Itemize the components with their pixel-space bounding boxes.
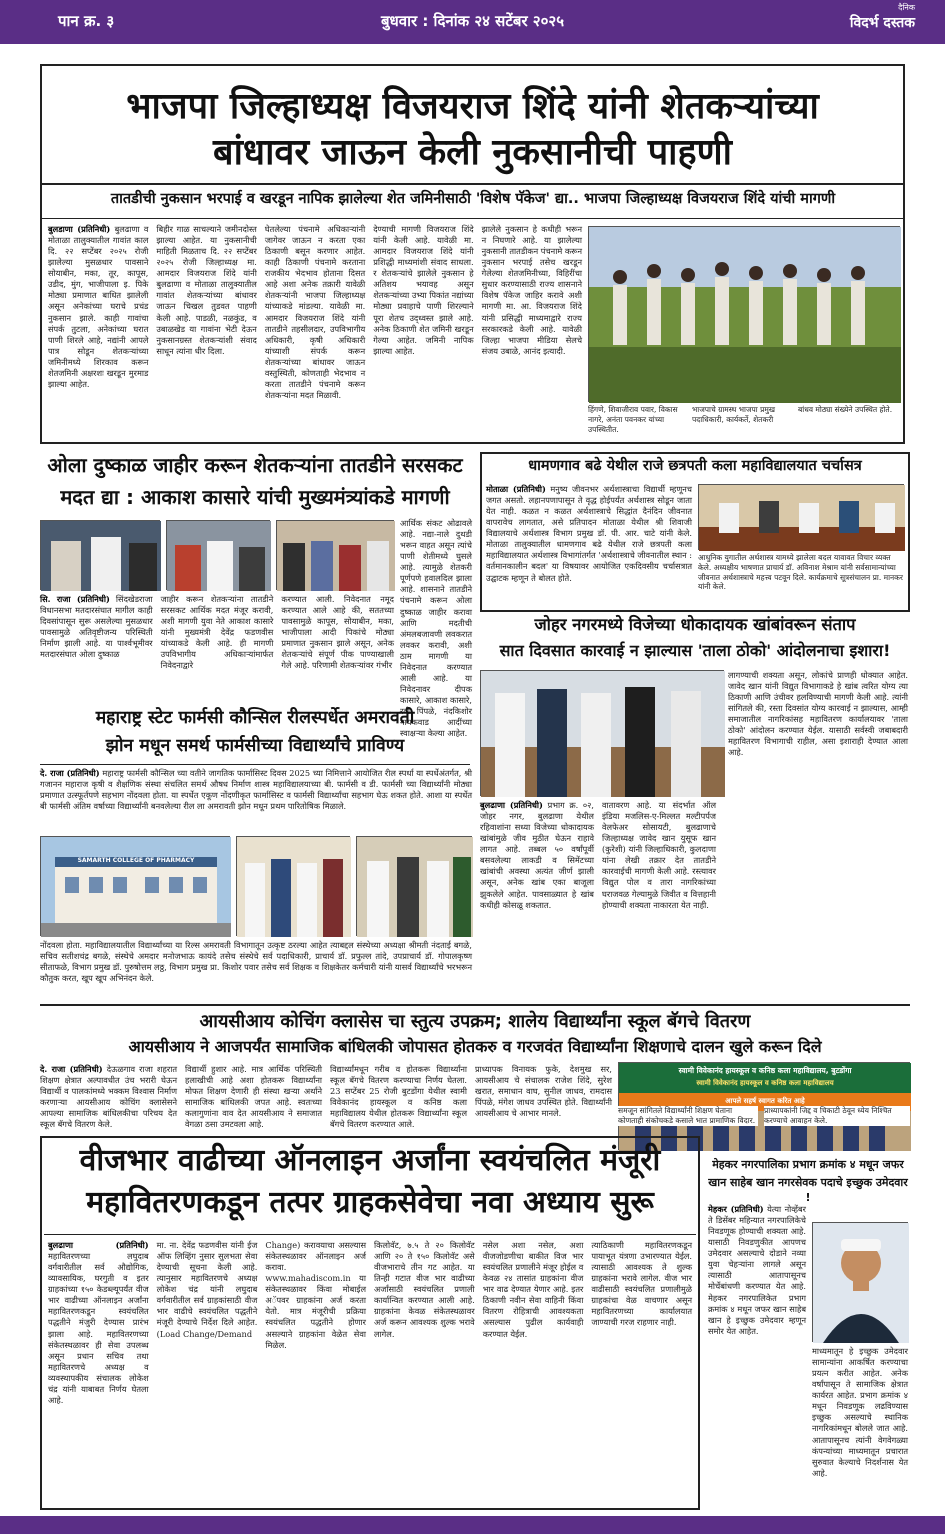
story1-column: घेतलेल्या पंचनामे अधिकाऱ्यांनी जागेवर जाऊन न करता एका ठिकाणी बसून करणार आहेत. काही ठिकाणी पंचनामे करताना राजकीय भेदभाव होताना दिसत आहे अशा अनेक तक्रारी यावेळी शेतकऱ्यांनी भाजपा जिल्हाध्यक्ष यांच्याकडे मांडल्या. यावेळी मा. आमदार विजयराज शिंदे यांनी तातडीने तहसीलदार, उपविभागीय अधिकारी, कृषी अधिकारी यांच्याशी संपर्क करून शेतकऱ्यांच्या बांधावर जाऊन वस्तुस्थिती, कोणताही भेदभाव न करता तातडीने पंचनामे करून शेतकऱ्यांना मदत मिळावी. bbox=[264, 224, 366, 400]
story1-field-photo bbox=[588, 226, 900, 402]
story7-column: किलोवॅट, ७.५ ते २० किलोवॅट आणि २० ते १५० किलोवॅट असे वीजभाराचे तीन गट आहेत. या तिन्ही गटात वीज भार वाढीच्या अर्जांसाठी स्वयंचलित प्रणाली कार्यान्वित करण्यात आली आहे. ग्राहकांना केवळ संकेतस्थळावर अर्ज करून आवश्यक शुल्क भरावे लागेल. bbox=[374, 1240, 475, 1339]
story3-body bbox=[486, 484, 692, 608]
story7-column: त्याठिकाणी महावितरणकडून पायाभूत यंत्रणा उभारण्यात येईल. त्यासाठी आवश्यक ते शुल्क ग्राहकांना भरावे लागेल. वीज भार वाढीसाठी स्वयंचलित प्रणालीमुळे ग्राहकांचा वेळ वाचणार असून महावितरणच्या कार्यालयात जाण्याची गरज राहणार नाही. bbox=[591, 1240, 693, 1328]
story2-headline-line2: मदत द्या : आकाश कासारे यांची मुख्यमंत्र्यांकडे मागणी bbox=[60, 485, 450, 509]
story2-body-right bbox=[400, 518, 472, 739]
story1-column: बिहीर गाळ साचल्याने जमीनदोस्त झाल्या आहेत. या नुकसानीची माहिती मिळताच दि. २२ सप्टेंबर २०२५ रोजी जिल्हाध्यक्ष मा. आमदार विजयराज शिंदे यांनी बुलढाणा व मोताळा तालुक्यातील गावांत शेतकऱ्यांच्या बांधावर जाऊन चिखल तुडवत पाहणी केली आहे. पाडळी, नळकुंड, व उबाळखेड या गावांना भेटी देऊन नुकसानग्रस्त शेतकऱ्यांशी संवाद साधून त्यांना धीर दिला. bbox=[156, 224, 257, 356]
story7-byline: बुलढाणा (प्रतिनिधी) bbox=[48, 1240, 149, 1250]
story3-caption: आधुनिक युगातील अर्थशास्त्र यामध्ये झालेला बदल यावावत विचार व्यक्त केले. अध्यक्षीय भाषणात प्राचार्य डॉ. अविनाश मेश्राम यांनी सर्वसामान्यांच्या जीवनात अर्थशास्त्राचे महत्त्व पटवून दिले. कार्यक्रमाचे सूत्रसंचालन प्रा. मानकर यांनी केले. bbox=[698, 553, 904, 592]
college-name-sign: SAMARTH COLLEGE OF PHARMACY bbox=[77, 857, 195, 864]
story8-body-right bbox=[812, 1346, 908, 1504]
story6-caption: समजून सांगितले विद्यार्थ्यांनी शिक्षण घेताना कोणताही संकोचकडे कसाले भात प्रामाणिक विदार. bbox=[618, 1106, 758, 1126]
divider bbox=[40, 183, 905, 185]
story4-headline-line2: सात दिवसात कारवाई न झाल्यास 'ताला ठोको' आंदोलनाचा इशारा! bbox=[499, 641, 891, 660]
story5-photo-students-2 bbox=[356, 836, 472, 936]
story8-headline-line2: खान साहेब खान नगरसेवक पदाचे इच्छुक उमेदवार ! bbox=[708, 1176, 908, 1204]
story6-column: प्राध्यापक विनायक फुके, देशमुख सर, आयसीआय चे संचालक राजेश शिंदे, सुरेश खरात, समाधान वाघ, सुनील जाधव, रामदास पिंपळे, मंगेश जाधव उपस्थित होते. विद्यार्थ्यांनी आयसीआय चे आभार मानले. bbox=[475, 1064, 612, 1119]
story3-column: मोताळा (प्रतिनिधी) मनुष्य जीवनभर अर्थशास्त्राचा विद्यार्थी म्हणूनच जगत असतो. लहानपणापासून ते वृद्ध होईपर्यंत अर्थशास्त्र सोडून जाता येत नाही. कळत न कळत अर्थशास्त्राचे सिद्धांत दैनंदिन जीवनात वापरावेच लागतात, असे प्रतिपादन मोताळा येथील श्री शिवाजी विद्यालयाचे अर्थशास्त्र विभाग प्रमुख डॉ. पी. आर. चाटे यांनी केले. मोताळा तालुक्यातील धामणगाव बढे येथील राजे छत्रपती कला महाविद्यालयात अर्थशास्त्र विभागांतर्गत 'अर्थशास्त्राचे जीवनातील स्थान : वर्तमानकालीन बदल' या विषयावर आयोजित एकदिवसीय चर्चासत्रात उद्घाटक म्हणून ते बोलत होते. bbox=[486, 484, 692, 583]
story1-headline-line1: भाजपा जिल्हाध्यक्ष विजयराज शिंदे यांनी शेतकऱ्यांच्या bbox=[126, 86, 819, 127]
story4-body-right bbox=[728, 670, 908, 940]
story4-photo-complaint bbox=[480, 670, 724, 796]
story1-caption: भाजपाचे ग्रामस्थ भाजपा प्रमुख पदाधिकारी, कार्यकर्ते, शेतकरी bbox=[692, 405, 775, 424]
story7-column: Change) करावयाचा असल्यास संकेतस्थळावर ऑनलाइन अर्ज करावा. www.mahadiscom.in या संकेतस्थळावर किंवा मोबाईल अॅपवर ग्राहकांना अर्ज करता येतो. मात्र मंजूरीची प्रक्रिया स्वयंचलित पद्धतीने होणार असल्याने ग्राहकांना वेळेत सेवा मिळेल. bbox=[265, 1240, 367, 1350]
story8-body bbox=[708, 1204, 806, 1504]
divider bbox=[40, 218, 905, 219]
story6-headline-line2: आयसीआय ने आजपर्यंत सामाजिक बांधिलकी जोपासत होतकरु व गरजवंत विद्यार्थ्यांना शिक्षणाचे दालन खुले करून दिले bbox=[128, 1037, 822, 1056]
story2-photo-officials bbox=[166, 520, 270, 590]
story6-body bbox=[40, 1064, 612, 1132]
story6-column: विद्यार्थ्यांमधून गरीब व होतकरू विद्यार्थ्यांना स्कूल बॅगचे वितरण करण्याचा निर्णय घेतला. 23 सप्टेंबर 25 रोजी बुटडोंगा येथील स्वामी विवेकानंद हायस्कूल व कनिष्ठ कला महाविद्यालय येथील होतकरू विद्यार्थ्यांना स्कूल बॅगचे वितरण करण्यात आले. bbox=[330, 1064, 467, 1130]
story1-body bbox=[48, 224, 582, 438]
story4-column: बुलढाणा (प्रतिनिधी) प्रभाग क्र. ०२, जोहर नगर, बुलढाणा येथील रहिवाशांना सध्या विजेच्या धोकादायक खांबांमुळे जीव मुठीत घेऊन राहावे लागत आहे. तब्बल ५० वर्षांपूर्वी बसवलेल्या लाकडी व सिमेंटच्या खांबांची अवस्था अत्यंत जीर्ण झाली असून, अनेक खांब एका बाजूला झुकलेले आहेत. पावसाळ्यात हे खांब कधीही कोसळू शकतात. bbox=[480, 800, 594, 910]
story6-column: विद्यार्थी हुशार आहे. मात्र आर्थिक परिस्थिती हलाखीची आहे अशा होतकरू विद्यार्थ्यांना मोफत शिक्षण देणारी ही संस्था खऱ्या अर्थाने सामाजिक बांधिलकी जपत आहे. स्वतःच्या कलागुणांना वाव देत आयसीआय ने समाजात वेगळा ठसा उमटवला आहे. bbox=[185, 1064, 322, 1130]
story6-column: दे. राजा (प्रतिनिधी) देऊळगाव राजा शहरात शिक्षण क्षेत्रात अल्पावधीत उंच भरारी घेऊन विद्यार्थी व पालकांमध्ये भक्कम विश्वास निर्माण करणाऱ्या आयसीआय कोचिंग क्लासेसने आपल्या सामाजिक बांधिलकीचा परिचय देत स्कूल बॅगचे वितरण केले. bbox=[40, 1064, 177, 1130]
story8-column: माध्यमातून हे इच्छुक उमेदवार सामान्यांना आकर्षित करण्याचा प्रयत्न करीत आहेत. अनेक वर्षांपासून ते सामाजिक क्षेत्रात कार्यरत आहेत. प्रभाग क्रमांक ४ मधून निवडणूक लढविण्यास इच्छुक असल्याचे स्थानिक नागरिकांमधून बोलले जात आहे. आतापासूनच त्यांनी वेगवेगळ्या कंपन्यांच्या माध्यमातून प्रचारात सुरुवात केल्याचे निदर्शनास येत आहे. bbox=[812, 1346, 908, 1478]
story8-byline: मेहकर (प्रतिनिधी) bbox=[708, 1204, 764, 1214]
story4-body bbox=[480, 800, 716, 940]
story1-column: बुलडाणा (प्रतिनिधी) बुलढाणा व मोताळा तालुक्यातील गावांत काल दि. २२ सप्टेंबर २०२५ रोजी झालेल्या मुसळधार पावसाने सोयाबीन, मका, तूर, कापूस, उडीद, मुंग, भाजीपाला इ. पिके मोठ्या प्रमाणात बाधित झालेली असून अनेकांच्या घराचे प्रचंड नुकसान झाले. काही गावांचा संपर्क तुटला, अनेकांच्या घरात पाणी शिरले आहे, नद्यांनी आपले पात्र सोडून शेतकऱ्यांच्या जमिनीमध्ये शिरकाव करून शेतजमिनी अक्षरशः खरडून मुरमाड झाल्या आहेत. bbox=[48, 224, 149, 389]
story1-subhead: तातडीची नुकसान भरपाई व खरडून नापिक झालेल्या शेत जमिनीसाठी 'विशेष पॅकेज' द्या.. भाजपा जिल्हाध्यक्ष विजयराज शिंदे यांची मागणी bbox=[110, 191, 836, 207]
story7-column: मा. ना. देवेंद्र फडणवीस यांनी ईज ऑफ लिव्हिंग नुसार सुलभता सेवा देण्याची सूचना केली आहे. त्यानुसार महावितरणचे अध्यक्ष लोकेश चंद्र यांनी लघुदाब वर्गवारीतील सर्व ग्राहकांसाठी वीज भार वाढीचे स्वयंचलित पद्धतीने मंजूरी देण्याचे निर्देश दिले आहेत. (Load Change/Demand bbox=[156, 1240, 258, 1339]
issue-date: बुधवार : दिनांक २४ सटेंबर २०२५ bbox=[380, 12, 565, 30]
masthead-bar bbox=[0, 0, 945, 44]
story4-headline-line1: जोहर नगरमध्ये विजेच्या धोकादायक खांबांवरून संताप bbox=[534, 615, 856, 634]
story1-column: झालेले नुकसान हे कधीही भरून न निघणारे आहे. या झालेल्या नुकसानी तातडीकन पंचनामे करून नुकसान भरपाई तसेच खरडून गेलेल्या शेतजमिनीच्या, विहिरींचा सुधार करण्यासाठी राज्य शासनाने विशेष पॅकेज जाहिर करावे अशी मागणी मा. आ. विजयराज शिंदे यांनी प्रसिद्धी माध्यमाद्वारे राज्य सरकारकडे केली आहे. यावेळी जिल्हा भाजपा मीडिया सेलचे संजय उबाळे, आनंद इत्यादी. bbox=[481, 224, 583, 356]
school-banner-title: स्वामी विवेकानंद हायस्कूल व कनिष्ठ कला महाविद्यालय, बुटडोंगा bbox=[678, 1066, 852, 1075]
page-number: पान क्र. ३ bbox=[58, 12, 115, 30]
story5-photo-students-1 bbox=[236, 836, 350, 936]
story2-byline: सि. राजा (प्रतिनिधी) bbox=[40, 594, 110, 604]
story5-photo-college bbox=[40, 836, 230, 936]
story7-body bbox=[48, 1240, 692, 1504]
story3-photo-seminar bbox=[698, 484, 904, 550]
school-banner-welcome: आपले सहर्ष स्वागत करित आहे bbox=[725, 1097, 805, 1105]
story5-headline-line1: महाराष्ट्र स्टेट फार्मसी कौन्सिल रीलस्पर्धेत अमरावती bbox=[95, 708, 415, 728]
story1-caption: बांधव मोठ्या संख्येने उपस्थित होते. bbox=[798, 405, 893, 414]
story4-column: लागण्याची शक्यता असून, लोकांचे प्राणही धोक्यात आहेत. जावेद खान यांनी विद्युत विभागाकडे हे खांब त्वरित योग्य त्या ठिकाणी आणि उंचीवर हलविण्याची मागणी केली आहे. त्यांनी सांगितले की, रस्ता दिवसांत योग्य कारवाई न झाल्यास, आम्ही समाजातील नागरिकांसह महावितरण कार्यालयावर 'ताला ठोको' आंदोलन करण्यात येईल. यासाठी सर्वस्वी जबाबदारी महावितरण विभागाची राहील, असा इशाराही देण्यात आला आहे. bbox=[728, 670, 908, 758]
story8-headline-line1: मेहकर नगरपालिका प्रभाग क्रमांक ४ मधून जफर bbox=[712, 1158, 904, 1171]
story3-headline: धामणगाव बढे येथील राजे छत्रपती कला महाविद्यालयात चर्चासत्र bbox=[528, 458, 862, 474]
story4-column: वातावरण आहे. या संदर्भात ऑल इंडिया मजलिस-ए-मिल्लत मल्टीपर्पज वेलफेअर सोसायटी, बुलढाणाचे जिल्हाध्यक्ष जावेद खान युसूफ खान (कुरेशी) यांनी जिल्हाधिकारी, कुलदाणा यांना लेखी तक्रार देत तातडीने कारवाईची मागणी केली आहे. रस्त्यावर विद्युत पोल व तारा नागरिकांच्या घराजवळ गेल्यामुळे जिवीत व वित्तहानी होण्याची शक्यता नाकारता येत नाही. bbox=[602, 800, 716, 910]
story5-lead bbox=[40, 768, 472, 832]
story2-column: सि. राजा (प्रतिनिधी) सिंदखेडराजा विधानसभा मतदारसंघात मागील काही दिवसांपासून सुरू असलेल्या मुसळधार पावसामुळे अतिवृष्टीजन्य परिस्थिती निर्माण झाली आहे. या पार्श्वभूमीवर मतदारसंघात ओला दुष्काळ bbox=[40, 594, 153, 660]
divider bbox=[40, 764, 470, 765]
story7-headline-line1: वीजभार वाढीच्या ऑनलाइन अर्जांना स्वयंचलित मंजूरी bbox=[79, 1143, 661, 1178]
story1-caption: हिंगणे, शिवाजीराव पवार, विकास नागरे, अनंता पवनकर यांच्या उपस्थितीत. bbox=[588, 405, 678, 434]
story5-byline: दे. राजा (प्रतिनिधी) bbox=[40, 768, 100, 778]
story5-body bbox=[40, 940, 472, 1000]
story5-headline-line2: झोन मधून समर्थ फार्मसीच्या विद्यार्थ्यांचे प्राविण्य bbox=[105, 736, 405, 756]
story2-headline-line1: ओला दुष्काळ जाहीर करून शेतकऱ्यांना तातडीने सरसकट bbox=[47, 453, 463, 477]
story6-byline: दे. राजा (प्रतिनिधी) bbox=[40, 1064, 103, 1074]
story3-byline: मोताळा (प्रतिनिधी) bbox=[486, 484, 546, 494]
divider bbox=[40, 1004, 910, 1006]
story4-byline: बुलढाणा (प्रतिनिधी) bbox=[480, 800, 543, 810]
story2-photo-group bbox=[276, 520, 394, 590]
story7-headline-line2: महावितरणकडून तत्पर ग्राहकसेवेचा नवा अध्याय सुरू bbox=[86, 1185, 654, 1220]
story6-headline-line1: आयसीआय कोचिंग क्लासेस चा स्तुत्य उपक्रम; शालेय विद्यार्थ्यांना स्कूल बॅगचे वितरण bbox=[199, 1011, 751, 1032]
story1-byline: बुलडाणा (प्रतिनिधी) bbox=[48, 224, 111, 234]
story6-caption: प्राध्यापकांनी जिद्द व चिकाटी ठेवून ध्येय निश्चित करण्याचे आवाहन केले. bbox=[764, 1106, 910, 1126]
story7-column: नसेल अशा नसेल, अशा वीजजोडणीचा बाकीत विज भार स्वयंचलित प्रणालीने मंजूर होईल व केवळ २४ तासांत ग्राहकांना वीज भार वाढ देण्यात येणार आहे. इतर ठिकाणी नवीन सेवा वाहिनी किंवा वितरण रोहित्राची आवश्यकता असल्यास पुढील कार्यवाही करण्यात येईल. bbox=[482, 1240, 584, 1339]
story7-column: बुलढाणा (प्रतिनिधी) महावितरणच्या लघुदाब वर्गवारीतील सर्व औद्योगिक, व्यावसायिक, घरगुती व इतर ग्राहकांच्या १५० केडब्ल्यूपर्यंत वीज भार वाढीच्या ऑनलाइन अर्जांना महावितरणकडून स्वयंचलित पद्धतीने मंजुरी देण्यास प्रारंभ झाला आहे. महावितरणच्या संकेतस्थळावर ही सेवा उपलब्ध असून प्रधान सचिव तथा महावितरणचे अध्यक्ष व व्यवस्थापकीय संचालक लोकेश चंद्र यांनी याबाबत निर्णय घेतला आहे. bbox=[48, 1240, 149, 1405]
story2-column: आर्थिक संकट ओढावले आहे. नद्या-नाले दुथडी भरून वाहत असून त्यांचे पाणी शेतीमध्ये घुसले आहे. त्यामुळे शेतकरी पूर्णपणे हवालदिल झाला आहे. शासनाने तातडीने पंचनामे करून ओला दुष्काळ जाहीर करावा आणि मदतीची अंमलबजावणी लवकरात लवकर करावी, अशी ठाम मागणी या निवेदनात करण्यात आली आहे. या निवेदनावर दीपक कासारे, आकाश कासारे, रवी पिंपळे, नंदकिशोर गायकवाड आदींच्या स्वाक्षऱ्या केल्या आहेत. bbox=[400, 518, 472, 739]
story8-candidate-portrait bbox=[812, 1222, 908, 1342]
story1-column: देण्याची मागणी विजयराज शिंदे यांनी केली आहे. यावेळी मा. आमदार विजयराज शिंदे यांनी प्रशिद्धी माध्यमांशी संवाद साधला. र शेतकऱ्यांचे झालेले नुकसान हे अतिशय भयावह असून शेतकऱ्यांच्या उभ्या पिकांत नद्यांच्या मोठ्या प्रवाहाचे पाणी शिरल्याने पूरा शेतच उद्ध्वस्त झाले आहे. अनेक ठिकाणी शेत जमिनी खरडून गेल्या आहेत. जमिनी नापिक झाल्या आहेत. bbox=[373, 224, 474, 356]
story2-photo-memorandum bbox=[40, 520, 160, 590]
story5-column: नोंदवला होता. महाविद्यालयातील विद्यार्थ्यांच्या या रिल्स अमरावती विभागातून उत्कृष्ट ठरल्या आहेत त्याबद्दल संस्थेच्या अध्यक्षा श्रीमती नंदताई बगळे, सचिव सतीशचंद्र बगळे, संस्थेचे अमदार मनोजभाऊ कायंदे तसेच संस्थेचे सर्व पदाधिकारी, प्राचार्य डॉ. प्रफुल्ल तांदे, उपप्राचार्य डॉ. गोपालकृष्ण सीताफळे, विभाग प्रमुख डॉ. पुरुषोत्तम लठ्ठ, विभाग प्रमुख प्रा. किशोर पवार तसेच सर्व शिक्षक व शिक्षकेतर कर्मचारी यांनी यासर्व विद्यार्थ्यांचे भरभरून कौतुक करत, खूप खूप अभिनंदन केले. bbox=[40, 940, 472, 984]
story1-headline-line2: बांधावर जाऊन केली नुकसानीची पाहणी bbox=[213, 132, 732, 173]
story5-column: दे. राजा (प्रतिनिधी) महाराष्ट्र फार्मसी कौन्सिल च्या वतीने जागतिक फार्मासिस्ट दिवस 2025 च्या निमित्ताने आयोजित रील स्पर्धा या स्पर्धेअंतर्गत, श्री गजानन महाराज कृषी व शैक्षणिक संस्था संचलित समर्थ औषध निर्माण शास्त्र महाविद्यालयाच्या बी. फार्मसी व डी. फार्मसी च्या विद्यार्थ्यांनी मोठ्या प्रमाणात उत्स्फूर्तपणे सहभाग नोंदवला होता. या स्पर्धेत एकूण नोंदणीकृत फार्मासिस्ट व फार्मसी विद्यार्थ्यांचा सहभाग घेऊ शकत होते. आशा या स्पर्धेत बी फार्मसी अंतिम वर्षाच्या विद्यार्थ्यांनी बनवलेल्या रील ला अमरावती झोन मधून प्रथम पारितोषिक मिळाले. bbox=[40, 768, 472, 812]
divider bbox=[44, 1234, 696, 1235]
story2-column: जाहीर करून शेतकऱ्यांना तातडीने सरसकट आर्थिक मदत मंजूर करावी, अशी मागणी युवा नेते आकाश कासारे यांनी मुख्यमंत्री देवेंद्र फडणवीस यांच्याकडे केली आहे. ही मागणी उपविभागीय अधिकाऱ्यांमार्फत निवेदनाद्वारे bbox=[160, 594, 274, 671]
school-banner-name: स्वामी विवेकानंद हायस्कूल व कनिष्ठ कला महाविद्यालय bbox=[696, 1079, 834, 1087]
story2-body bbox=[40, 594, 394, 698]
footer-bar bbox=[0, 1516, 945, 1534]
newspaper-logo: दैनिक विदर्भ दस्तक bbox=[849, 3, 915, 31]
story2-column: करण्यात आली. निवेदनात नमूद करण्यात आले आहे की, सततच्या पावसामुळे कापूस, सोयाबीन, मका, भाजीपाला आदी पिकांचे मोठ्या प्रमाणात नुकसान झाले असून, अनेक शेतकऱ्यांचे संपूर्ण पीक पाण्याखाली गेले आहे. परिणामी शेतकऱ्यांवर गंभीर bbox=[281, 594, 395, 671]
story8-column: मेहकर (प्रतिनिधी) येत्या नोव्हेंबर ते डिसेंबर महिन्यात नगरपालिकेचे निवडणूक होण्याची शक्यता आहे. यासाठी निवडणुकीत आपणच उमेदवार असल्याचे दोडाने नव्या युवा चेहऱ्यांना लागले असून त्यासाठी आतापासूनच मोर्चेबांधणी करण्यात येत आहे. मेहकर नगरपालिकेत प्रभाग क्रमांक ४ मधून जफर खान साहेब खान हे इच्छुक उमेदवार म्हणून समोर येत आहेत. bbox=[708, 1204, 807, 1336]
